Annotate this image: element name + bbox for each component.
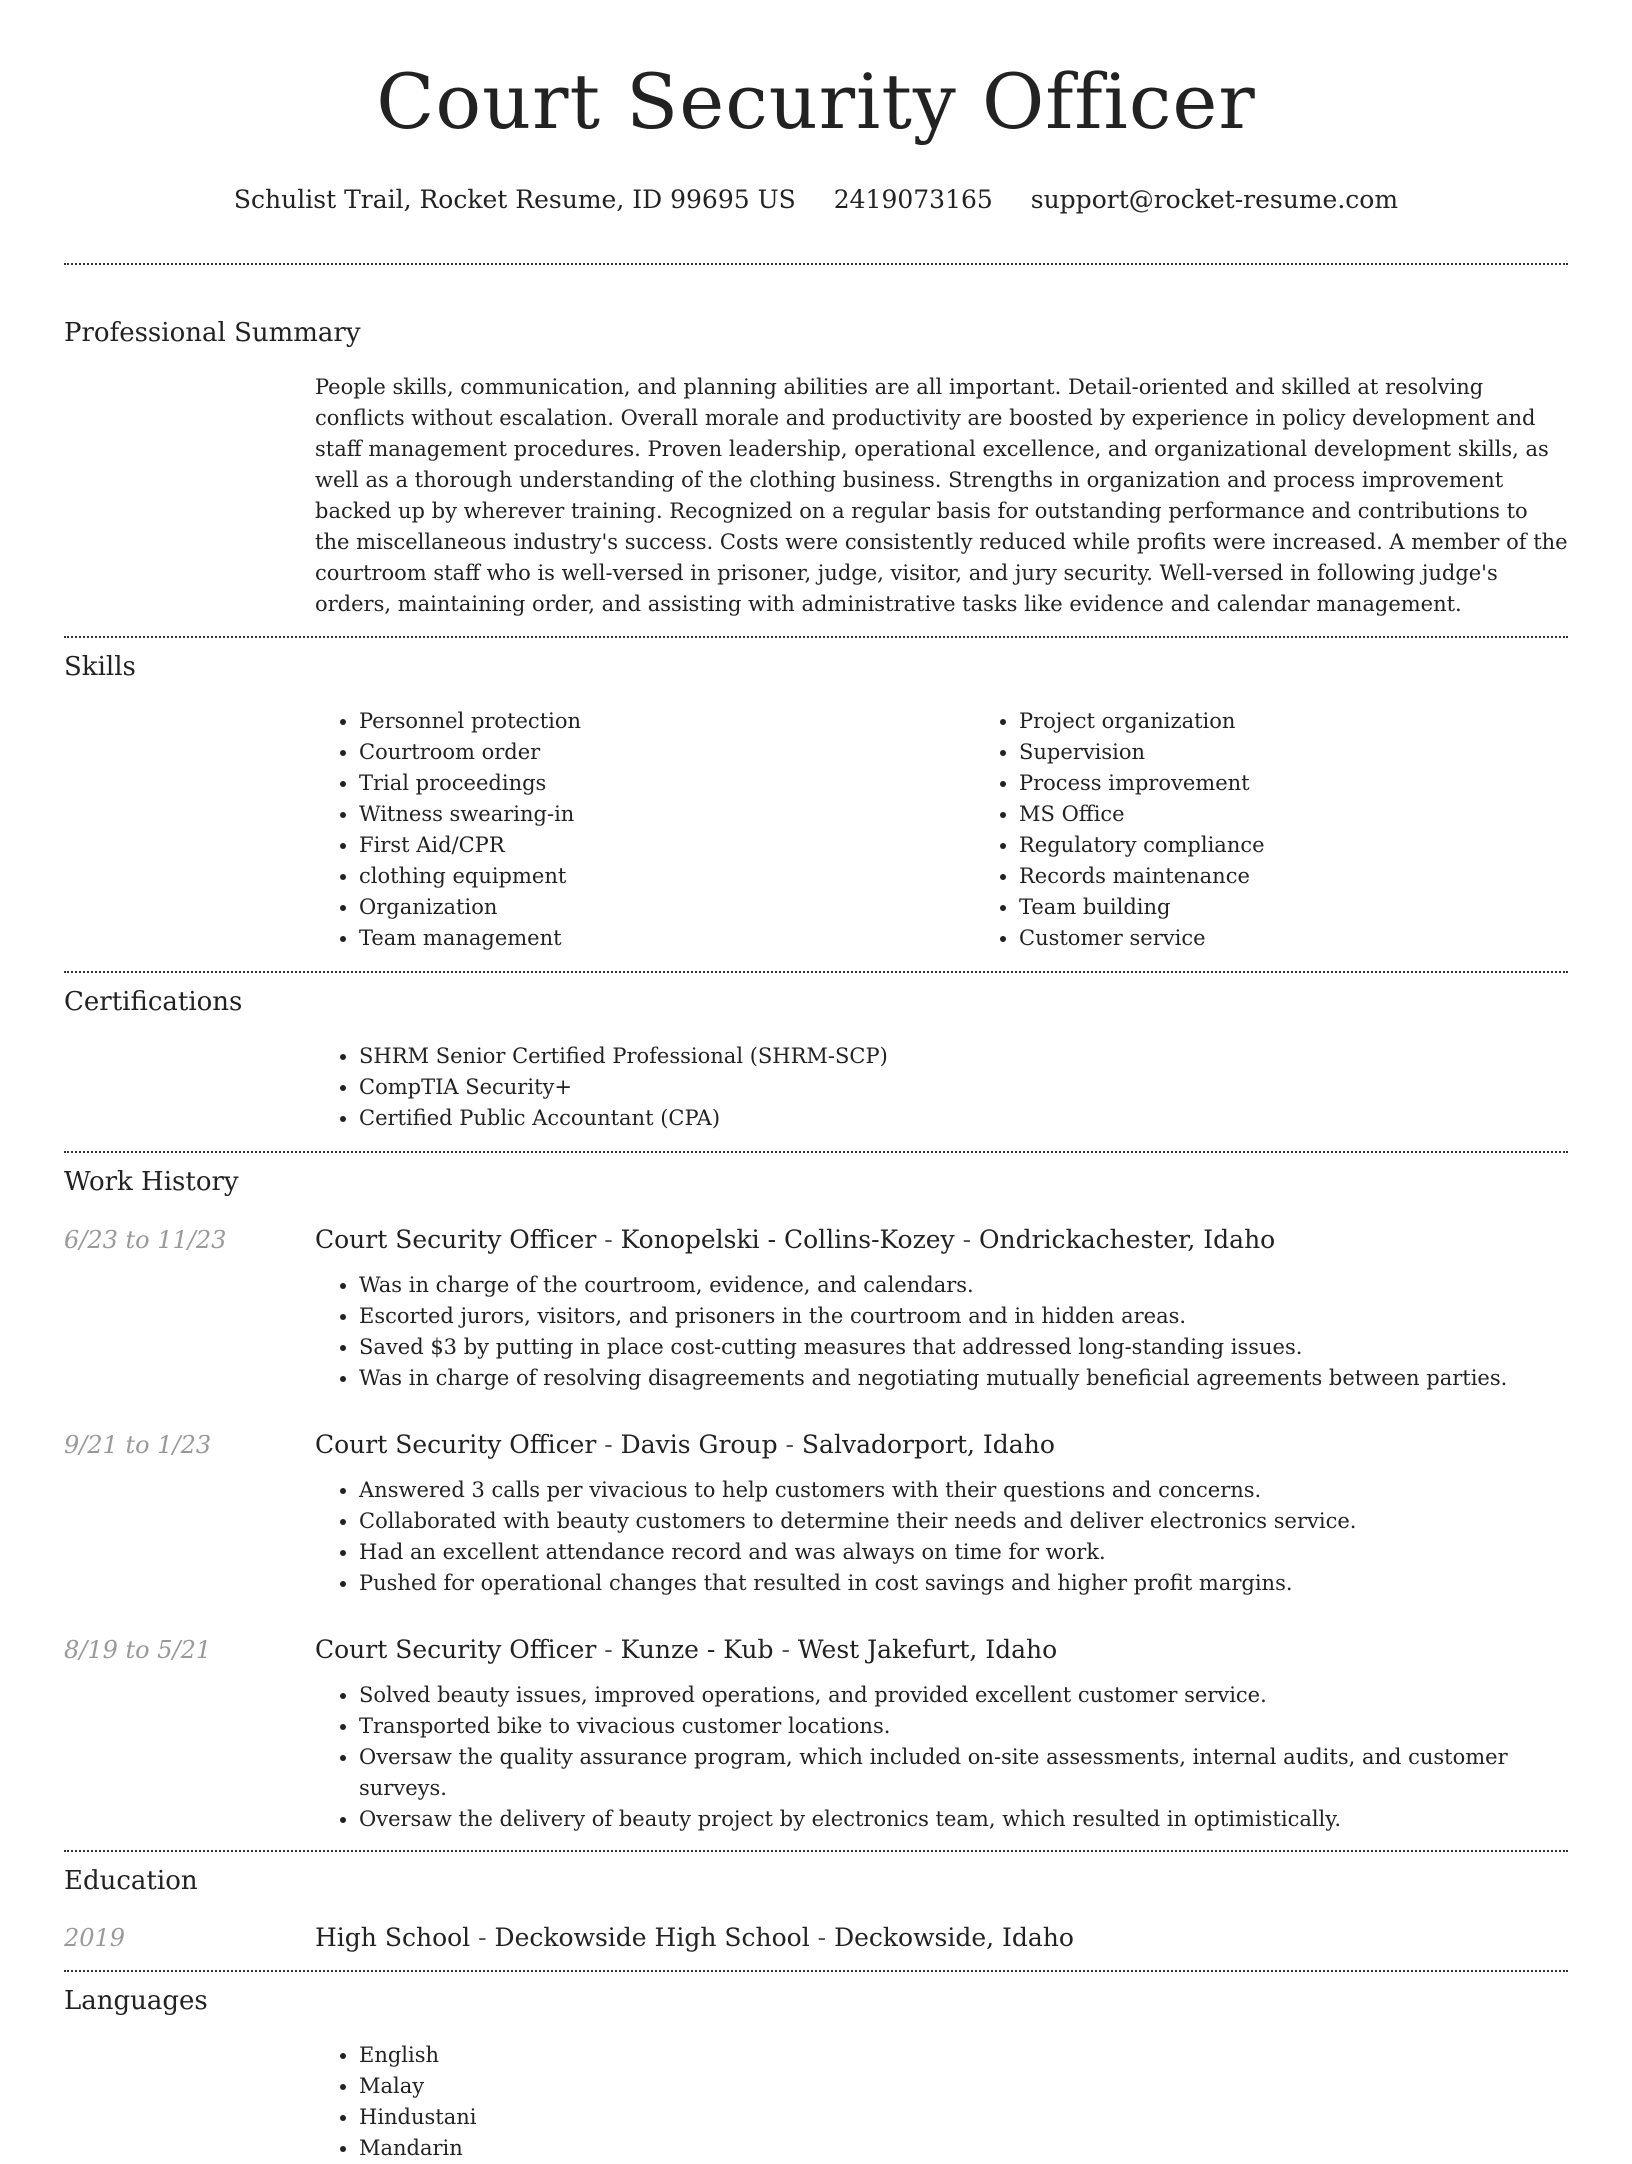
section-title-work-history: Work History (64, 1167, 239, 1197)
skill-item: • Organization (359, 892, 975, 923)
certifications-section (64, 973, 1568, 1151)
education-degree: High School (315, 1923, 471, 1952)
job-bullet: • Escorted jurors, visitors, and prisoners in the courtroom and in hidden areas. (359, 1301, 1568, 1332)
skill-item: • clothing equipment (359, 861, 975, 892)
job-heading: Court Security Officer - Kunze - Kub - West Jakefurt, Idaho (315, 1635, 1058, 1664)
language-item: • English (359, 2040, 1568, 2071)
job-bullet: • Solved beauty issues, improved operations, and provided excellent customer service. (359, 1680, 1568, 1711)
contact-line (64, 184, 1568, 216)
job-bullet: • Was in charge of the courtroom, evidence, and calendars. (359, 1270, 1568, 1301)
skill-item: • Customer service (1019, 923, 1632, 954)
summary-text: People skills, communication, and planning abilities are all important. Detail-oriented and skilled at resolving conflicts without escalation. Overall morale and productivity are boosted by experience in policy development and staff management procedures. Proven leadership, operational excellence, and organizational development skills, as well as a thorough understanding of the clothing business. Strengths in organization and process improvement backed up by wherever training. Recognized on a regular basis for outstanding performance and contributions to the miscellaneous industry's success. Costs were consistently reduced while profits were increased. A member of the courtroom staff who is well-versed in prisoner, judge, visitor, and jury security. Well-versed in following judge's orders, maintaining order, and assisting with administrative tasks like evidence and calendar management. (315, 375, 1568, 616)
section-title-summary: Professional Summary (64, 318, 361, 348)
job-company: Kunze - Kub (620, 1635, 774, 1664)
section-title-certifications: Certifications (64, 987, 243, 1017)
job-entry (64, 1634, 1568, 1666)
skill-item: • Supervision (1019, 737, 1632, 768)
skill-item: • Project organization (1019, 706, 1632, 737)
languages-list (315, 2040, 1568, 2164)
job-bullet: • Was in charge of resolving disagreements and negotiating mutually beneficial agreements between parties. (359, 1363, 1568, 1394)
skills-list-right (975, 706, 1632, 954)
contact-email: support@rocket-resume.com (1030, 185, 1399, 214)
education-location: Deckowside, Idaho (834, 1923, 1074, 1952)
contact-phone: 2419073165 (833, 185, 993, 214)
summary-section (64, 265, 1568, 636)
section-title-education: Education (64, 1866, 198, 1896)
job-role: Court Security Officer (315, 1635, 597, 1664)
contact-address: Schulist Trail, Rocket Resume, ID 99695 US (233, 185, 796, 214)
education-section (64, 1852, 1568, 1970)
skills-section (64, 638, 1568, 971)
education-year: 2019 (64, 1924, 126, 1952)
job-heading: Court Security Officer - Konopelski - Collins-Kozey - Ondrickachester, Idaho (315, 1225, 1276, 1254)
job-location: Salvadorport, Idaho (801, 1430, 1055, 1459)
skill-item: • MS Office (1019, 799, 1632, 830)
job-bullet: • Pushed for operational changes that resulted in cost savings and higher profit margins. (359, 1568, 1568, 1599)
skill-item: • Team building (1019, 892, 1632, 923)
job-bullet-list (315, 1270, 1568, 1394)
job-bullet-list (315, 1680, 1568, 1835)
language-item: • Malay (359, 2071, 1568, 2102)
job-bullet: • Saved $3 by putting in place cost-cutting measures that addressed long-standing issues. (359, 1332, 1568, 1363)
certification-item: • CompTIA Security+ (359, 1072, 1568, 1103)
candidate-name: Court Security Officer (376, 57, 1256, 146)
language-item: • Hindustani (359, 2102, 1568, 2133)
certifications-list (315, 1041, 1568, 1134)
job-bullet: • Answered 3 calls per vivacious to help customers with their questions and concerns. (359, 1475, 1568, 1506)
job-location: West Jakefurt, Idaho (797, 1635, 1058, 1664)
skill-item: • Trial proceedings (359, 768, 975, 799)
job-bullet-list (315, 1475, 1568, 1599)
job-bullet: • Transported bike to vivacious customer locations. (359, 1711, 1568, 1742)
job-company: Davis Group (620, 1430, 778, 1459)
education-school: Deckowside High School (494, 1923, 810, 1952)
work-history-section (64, 1153, 1568, 1850)
section-title-languages: Languages (64, 1986, 208, 2016)
skill-item: • Records maintenance (1019, 861, 1632, 892)
skills-list-left (315, 706, 975, 954)
skill-item: • Personnel protection (359, 706, 975, 737)
education-entry (64, 1922, 1568, 1954)
job-bullet: • Oversaw the delivery of beauty project by electronics team, which resulted in optimistically. (359, 1804, 1568, 1835)
job-role: Court Security Officer (315, 1225, 597, 1254)
job-bullet: • Oversaw the quality assurance program, which included on-site assessments, internal audits, and customer surveys. (359, 1742, 1568, 1804)
skill-item: • Process improvement (1019, 768, 1632, 799)
language-item: • Mandarin (359, 2133, 1568, 2164)
job-role: Court Security Officer (315, 1430, 597, 1459)
languages-section (64, 1972, 1568, 2164)
job-dates: 9/21 to 1/23 (64, 1431, 212, 1459)
skill-item: • First Aid/CPR (359, 830, 975, 861)
job-bullet: • Collaborated with beauty customers to determine their needs and deliver electronics service. (359, 1506, 1568, 1537)
job-bullet: • Had an excellent attendance record and was always on time for work. (359, 1537, 1568, 1568)
job-dates: 8/19 to 5/21 (64, 1636, 212, 1664)
skills-columns (315, 706, 1568, 954)
skill-item: • Courtroom order (359, 737, 975, 768)
job-location: Ondrickachester, Idaho (979, 1225, 1276, 1254)
section-title-skills: Skills (64, 652, 136, 682)
certification-item: • Certified Public Accountant (CPA) (359, 1103, 1568, 1134)
certification-item: • SHRM Senior Certified Professional (SHRM-SCP) (359, 1041, 1568, 1072)
skill-item: • Team management (359, 923, 975, 954)
skill-item: • Witness swearing-in (359, 799, 975, 830)
job-company: Konopelski - Collins-Kozey (620, 1225, 955, 1254)
job-entry (64, 1224, 1568, 1256)
job-heading: Court Security Officer - Davis Group - Salvadorport, Idaho (315, 1430, 1055, 1459)
skill-item: • Regulatory compliance (1019, 830, 1632, 861)
job-dates: 6/23 to 11/23 (64, 1226, 227, 1254)
job-entry (64, 1429, 1568, 1461)
education-heading: High School - Deckowside High School - Deckowside, Idaho (315, 1923, 1074, 1952)
